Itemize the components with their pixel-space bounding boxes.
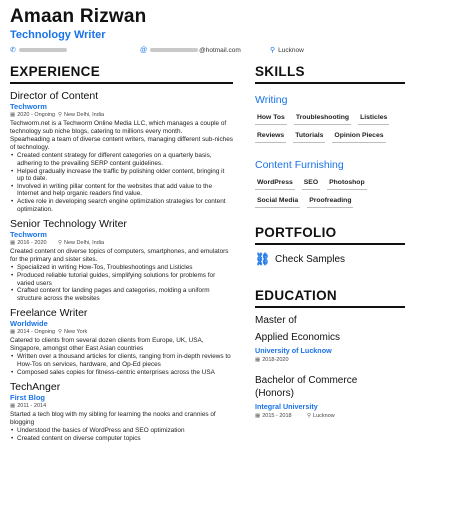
degree-name: Master of: [255, 315, 297, 326]
job-location: New Delhi, India: [64, 240, 105, 247]
job-bullet: • Understood the basics of WordPress and SEO optimization: [10, 427, 233, 435]
skill-category-writing: Writing: [255, 94, 288, 106]
resume-header: [10, 6, 464, 55]
skill-tag: Tutorials: [293, 128, 325, 143]
redacted-email-user: [150, 48, 198, 52]
job-meta: [10, 239, 233, 247]
job-description: Spearheading a team of diverse content writers, managing different sub-niches of technology.: [10, 136, 233, 151]
job-bullet: • Written over a thousand articles for clients, ranging from in-depth reviews to How-Tos on services, hardware, and Op-Ed pieces: [10, 353, 233, 368]
map-pin-icon: ⚲: [58, 329, 63, 336]
education-entry: [255, 314, 405, 364]
job-date: 2011 - 2014: [17, 403, 47, 410]
contact-bar: [10, 45, 464, 55]
job-location: New Delhi, India: [64, 112, 105, 118]
degree-name: Bachelor of Commerce: [255, 375, 358, 386]
job-bullet: • Helped gradually increase the traffic by polishing older content, bringing it up to date.: [10, 168, 233, 183]
map-pin-icon: ⚲: [270, 47, 276, 54]
education-location: Lucknow: [313, 413, 335, 419]
skill-tag: Reviews: [255, 128, 286, 143]
skill-tag: Troubleshooting: [294, 110, 351, 125]
job-bullets: [10, 353, 233, 376]
skill-category-furnishing: Content Furnishing: [255, 159, 344, 171]
link-icon: ⛓: [255, 252, 271, 266]
job-bullet: • Active role in developing search engine optimization strategies for content optimization.: [10, 198, 233, 213]
job-bullet: • Crafted content for landing pages and categories, molding a uniform structure across the websites: [10, 287, 233, 302]
job-bullet: • Composed sales copies for fitness-centric enterprises across the USA: [10, 369, 233, 377]
map-pin-icon: ⚲: [58, 112, 63, 118]
job-entry: [10, 218, 233, 302]
furnishing-tags: [255, 175, 407, 211]
education-date: 2018-2020: [262, 357, 289, 363]
skills-heading: SKILLS: [255, 64, 405, 84]
degree-field: Applied Economics: [255, 332, 341, 343]
skill-tag: SEO: [302, 175, 320, 190]
job-title: Senior Technology Writer: [10, 218, 127, 231]
portfolio-link-label[interactable]: Check Samples: [275, 253, 346, 265]
job-bullet: • Specialized in writing How-Tos, Troubleshootings and Listicles: [10, 264, 233, 272]
skill-tag: Social Media: [255, 193, 300, 208]
skill-tag: Opinion Pieces: [332, 128, 385, 143]
education-entry: [255, 374, 405, 420]
school-name: University of Lucknow: [255, 346, 332, 355]
job-meta: [10, 111, 233, 119]
map-pin-icon: ⚲: [307, 413, 312, 419]
email-contact[interactable]: [140, 47, 270, 54]
job-bullet: • Involved in writing pillar content for the websites that add value to the Internet and help organic readers find value.: [10, 183, 233, 198]
job-bullet: • Created content strategy for different categories on a quarterly basis, adhering to the prevailing SERP content guidelines.: [10, 152, 233, 167]
job-entry: [10, 381, 233, 442]
skill-tag: WordPress: [255, 175, 295, 190]
phone-icon: ✆: [10, 47, 16, 54]
job-meta: [10, 328, 233, 336]
job-bullet: • Produced reliable tutorial guides, simplifying solutions for problems for varied users: [10, 272, 233, 287]
experience-column: [10, 64, 233, 443]
job-company: Techworm: [10, 230, 47, 240]
at-icon: @: [140, 46, 148, 54]
job-bullet: • Created content on diverse computer topics: [10, 435, 233, 443]
calendar-icon: ▦: [10, 240, 16, 247]
calendar-icon: ▦: [255, 357, 261, 363]
calendar-icon: ▦: [10, 112, 16, 118]
sidebar-column: [255, 64, 405, 420]
education-meta: [255, 356, 405, 364]
job-title: Freelance Writer: [10, 307, 88, 320]
job-title: Director of Content: [10, 90, 99, 102]
skill-tag: Photoshop: [327, 175, 367, 190]
phone-contact[interactable]: [10, 46, 140, 54]
job-description: Catered to clients from several dozen clients from Europe, UK, USA, Singapore, amongst other East Asian countries: [10, 337, 204, 352]
job-date: 2014 - Ongoing: [17, 329, 56, 336]
portfolio-link[interactable]: [255, 252, 405, 266]
skill-tag: How Tos: [255, 110, 287, 125]
job-bullets: [10, 152, 233, 213]
job-entry: [10, 307, 233, 376]
job-company: Worldwide: [10, 319, 48, 329]
job-location: New York: [64, 329, 88, 336]
portfolio-heading: PORTFOLIO: [255, 225, 405, 245]
experience-heading: EXPERIENCE: [10, 64, 233, 84]
degree-field: (Honors): [255, 388, 294, 399]
education-meta: [255, 412, 405, 420]
calendar-icon: ▦: [10, 329, 16, 336]
redacted-phone: [19, 48, 67, 52]
job-company: First Blog: [10, 393, 45, 403]
candidate-name: Amaan Rizwan: [10, 6, 147, 27]
school-name: Integral University: [255, 402, 318, 411]
job-date: 2016 - 2020: [17, 240, 47, 247]
job-description: Started a tech blog with my sibling for learning the nooks and crannies of blogging: [10, 411, 216, 426]
job-company: Techworm: [10, 102, 47, 111]
job-description: Created content on diverse topics of computers, smartphones, and emulators for the primary and sister sites.: [10, 248, 229, 263]
job-date: 2020 - Ongoing: [17, 112, 56, 118]
job-meta: [10, 402, 233, 410]
skill-tag: Proofreading: [307, 193, 353, 208]
calendar-icon: ▦: [255, 413, 261, 419]
location-text: Lucknow: [278, 46, 304, 54]
job-bullets: [10, 264, 233, 302]
job-bullets: [10, 427, 233, 442]
map-pin-icon: ⚲: [58, 240, 63, 247]
job-title: TechAnger: [10, 381, 61, 394]
education-date: 2015 - 2018: [262, 413, 292, 419]
skill-tag: Listicles: [358, 110, 389, 125]
job-description: Techworm.net is a Techworm Online Media LLC, which manages a couple of technology sub niche blogs, catering to millions every month.: [10, 120, 227, 135]
location-contact: [270, 46, 304, 54]
calendar-icon: ▦: [10, 403, 16, 410]
job-entry: [10, 90, 233, 213]
candidate-role: Technology Writer: [10, 29, 106, 41]
education-heading: EDUCATION: [255, 288, 405, 308]
email-suffix: @hotmail.com: [199, 46, 241, 54]
writing-tags: [255, 110, 407, 146]
